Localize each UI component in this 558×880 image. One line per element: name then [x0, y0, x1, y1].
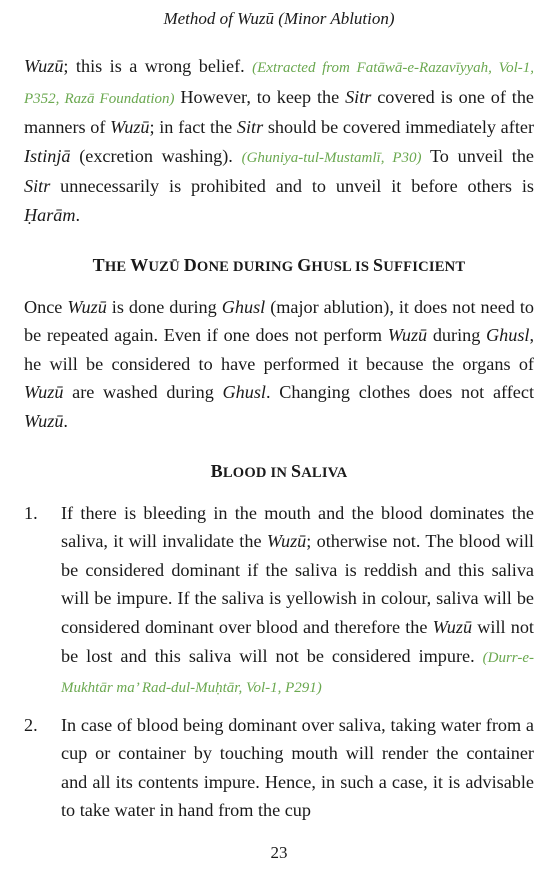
text-run: . — [63, 410, 68, 431]
list-item-number: 1. — [24, 502, 38, 523]
text-run: covered is one of the manners of — [24, 86, 534, 138]
term-sitr: Sitr — [345, 86, 372, 107]
list-item-text — [61, 711, 534, 825]
citation-ghuniya: (Ghuniya-tul-Mustamlī, P30) — [241, 149, 422, 166]
term-wuzu: Wuzū — [387, 325, 428, 346]
heading-cap: S — [373, 254, 384, 275]
text-run: . Changing clothes does not affect — [265, 382, 534, 403]
term-sitr: Sitr — [236, 117, 264, 138]
text-run: In case of blood being dominant over saliva, taking water from a cup or container by touching mouth will render the container and all its contents impure. Hence, in such a case, it is advisable to take water in hand from the cup — [61, 714, 534, 821]
heading-smallcaps: LOOD IN — [222, 464, 291, 481]
list-item — [24, 499, 534, 703]
term-ghusl: Ghusl — [222, 382, 266, 403]
section-heading-wuzu-during-ghusl — [24, 251, 534, 281]
term-haram: Ḥarām — [24, 204, 76, 225]
text-run: is done during — [106, 296, 222, 317]
term-sitr: Sitr — [24, 176, 51, 197]
text-run: (excretion washing). — [70, 145, 242, 166]
heading-cap: B — [210, 460, 223, 481]
heading-cap: D — [183, 254, 197, 275]
text-run: . — [75, 204, 81, 225]
list-item — [24, 711, 534, 825]
text-run: unnecessarily is prohibited and to unveil it before others is — [50, 176, 534, 197]
heading-smallcaps: ALIVA — [301, 464, 348, 481]
term-wuzu: Wuzū — [266, 531, 307, 552]
text-run: Once — [24, 296, 68, 317]
list-item-text — [61, 499, 534, 703]
page-number: 23 — [270, 843, 288, 862]
heading-smallcaps: UFFICIENT — [383, 258, 466, 275]
text-run: during — [427, 325, 486, 346]
rules-list — [24, 499, 534, 826]
text-run: , he will be considered to have performed it because the organs of — [24, 325, 534, 374]
term-wuzu: Wuzū — [24, 410, 64, 431]
text-run: ; otherwise not. The blood will be considered dominant if the saliva is reddish and this saliva will be impure. If the saliva is yellowish in colour, saliva will be considered dominant over blood and therefore the — [61, 531, 534, 637]
paragraph-wuzu-sitr — [24, 52, 534, 230]
citation-durr-e-mukhtar: (Durr-e-Mukhtār ma’ Rad-dul-Muḥtār, Vol-1, P291) — [61, 649, 534, 697]
text-run: should be covered immediately after — [263, 117, 534, 138]
list-item-number: 2. — [24, 714, 38, 735]
term-istinja: Istinjā — [24, 145, 71, 166]
text-run: ; in fact the — [149, 117, 237, 138]
term-wuzu: Wuzū — [110, 117, 150, 138]
term-wuzu: Wuzū — [432, 616, 473, 637]
term-ghusl: Ghusl — [221, 296, 266, 317]
heading-cap: G — [297, 254, 312, 275]
paragraph-wuzu-during-ghusl — [24, 293, 534, 436]
heading-smallcaps: HE — [104, 258, 131, 275]
running-header: Method of Wuzū (Minor Ablution) — [163, 9, 395, 28]
heading-smallcaps: ONE DURING — [196, 258, 298, 275]
term-wuzu: Wuzū — [24, 56, 64, 76]
citation-fatawa: (Extracted from Fatāwā-e-Razavīyyah, Vol-1, P352, Razā Foundation) — [24, 60, 534, 107]
text-run: However, to keep the — [174, 86, 346, 107]
heading-cap: W — [130, 254, 149, 275]
term-wuzu: Wuzū — [24, 382, 64, 403]
text-run: will not be lost and this saliva will not be considered impure. — [61, 616, 534, 666]
term-wuzu: Wuzū — [67, 296, 107, 317]
text-run: (major ablution), it does not need to be repeated again. Even if one does not perform — [24, 296, 535, 346]
text-run: If there is bleeding in the mouth and the blood dominates the saliva, it will invalidate the — [61, 502, 534, 552]
heading-cap: S — [290, 460, 302, 481]
section-heading-blood-in-saliva — [24, 457, 534, 487]
page-body — [24, 52, 534, 825]
text-run: are washed during — [63, 382, 223, 403]
text-run: To unveil the — [421, 145, 534, 166]
heading-cap: T — [92, 254, 105, 275]
term-ghusl: Ghusl — [486, 325, 530, 346]
heading-smallcaps: UZŪ — [148, 258, 184, 275]
heading-smallcaps: HUSL IS — [311, 258, 374, 275]
text-run: ; this is a wrong belief. — [63, 56, 253, 76]
